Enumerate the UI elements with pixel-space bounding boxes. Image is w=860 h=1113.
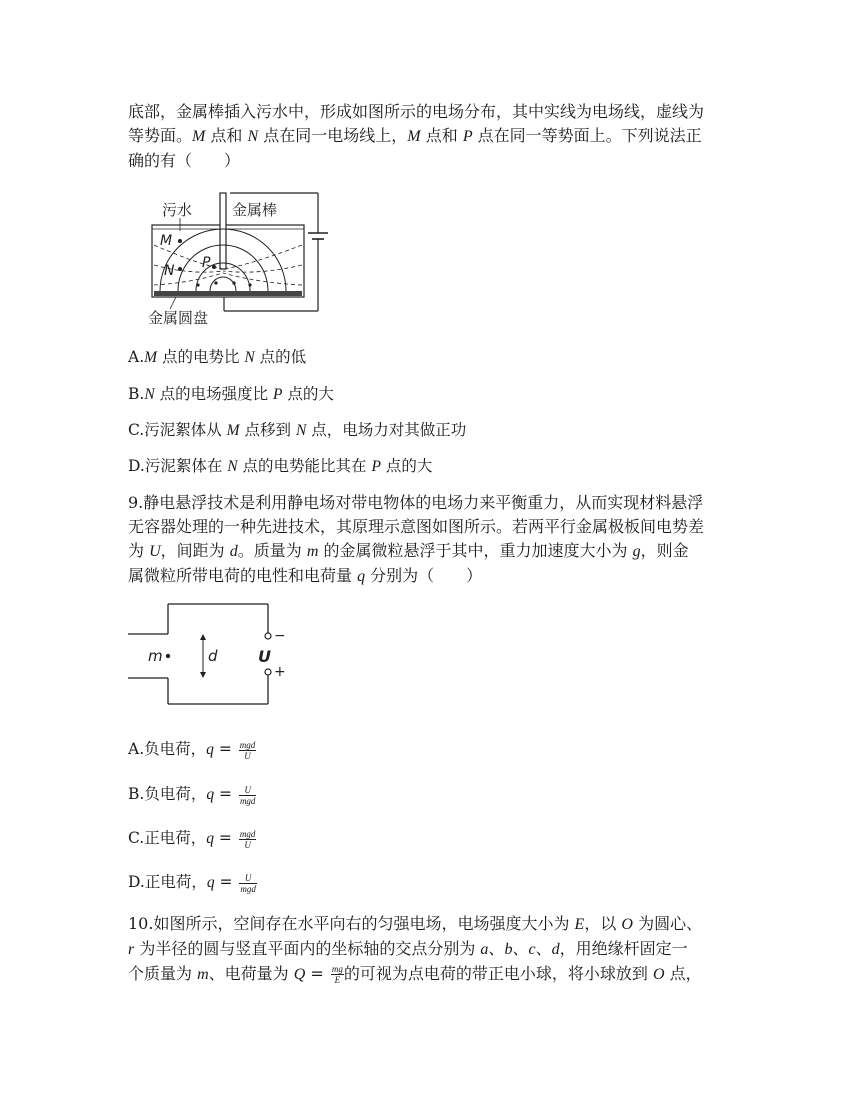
q8-option-d[interactable]: D.污泥絮体在 N 点的电势能比其在 P 点的大 — [128, 457, 433, 475]
label-N: N — [164, 263, 175, 279]
q8-line1: 底部，金属棒插入污水中，形成如图所示的电场分布，其中实线为电场线，虚线为 — [128, 102, 705, 121]
label-disk: 金属圆盘 — [148, 309, 209, 327]
label-minus: − — [274, 628, 286, 644]
q10-stem — [128, 912, 738, 987]
q9-option-d[interactable]: D.正电荷，q = $\frac{U}{\text{mgd}}$ — [128, 872, 256, 894]
q8-line2: 等势面。M 点和 N 点在同一电场线上，M 点和 P 点在同一等势面上。下列说法正 — [128, 126, 702, 145]
label-sewage: 污水 — [162, 201, 193, 219]
fraction: $\frac{\text{mgd}}{U}$ — [239, 828, 256, 850]
q10-line2: r 为半径的圆与竖直平面内的坐标轴的交点分别为 a、b、c、d，用绝缘杆固定一 — [128, 939, 688, 958]
q8-stem — [128, 100, 738, 173]
q8-option-a[interactable]: A.M 点的电势比 N 点的低 — [128, 348, 307, 366]
q8-line3: 确的有（ ） — [128, 151, 241, 170]
q8-figure — [140, 185, 340, 330]
q10-line1: 10.如图所示，空间存在水平向右的匀强电场，电场强度大小为 E，以 O 为圆心、 — [128, 914, 703, 933]
label-U: U — [258, 647, 271, 666]
label-plus: + — [274, 664, 286, 680]
fraction: $\frac{U}{\text{mgd}}$ — [240, 872, 256, 894]
q9-line3: 为 U，间距为 d。质量为 m 的金属微粒悬浮于其中，重力加速度大小为 g，则金 — [128, 541, 689, 560]
q9-option-a[interactable]: A.负电荷，q = $\frac{\text{mgd}}{U}$ — [128, 739, 256, 761]
label-M: M — [160, 233, 173, 249]
q10-line3: 个质量为 m、电荷量为 Q = $\frac{mg}{E}$ 的可视为点电荷的带正电小球，将小球放到 O 点， — [128, 964, 702, 985]
label-d: d — [208, 647, 218, 665]
fraction: $\frac{mg}{E}$ — [331, 964, 343, 985]
q8-option-c[interactable]: C.污泥絮体从 M 点移到 N 点，电场力对其做正功 — [128, 421, 467, 439]
q9-option-c[interactable]: C.正电荷，q = $\frac{\text{mgd}}{U}$ — [128, 828, 256, 850]
label-m: m — [148, 647, 163, 665]
label-rod: 金属棒 — [232, 201, 278, 219]
label-P: P — [202, 255, 211, 271]
q8-option-b[interactable]: B.N 点的电场强度比 P 点的大 — [128, 385, 334, 403]
q9-option-b[interactable]: B.负电荷，q = $\frac{U}{\text{mgd}}$ — [128, 784, 256, 806]
q9-stem — [128, 491, 738, 589]
q9-line2: 无容器处理的一种先进技术，其原理示意图如图所示。若两平行金属极板间电势差 — [128, 517, 705, 536]
q9-figure — [128, 600, 298, 710]
fraction: $\frac{\text{mgd}}{U}$ — [239, 739, 256, 761]
q9-line1: 9.静电悬浮技术是利用静电场对带电物体的电场力来平衡重力，从而实现材料悬浮 — [128, 493, 704, 512]
fraction: $\frac{U}{\text{mgd}}$ — [239, 784, 256, 806]
q9-line4: 属微粒所带电荷的电性和电荷量 q 分别为（ ） — [128, 566, 483, 585]
